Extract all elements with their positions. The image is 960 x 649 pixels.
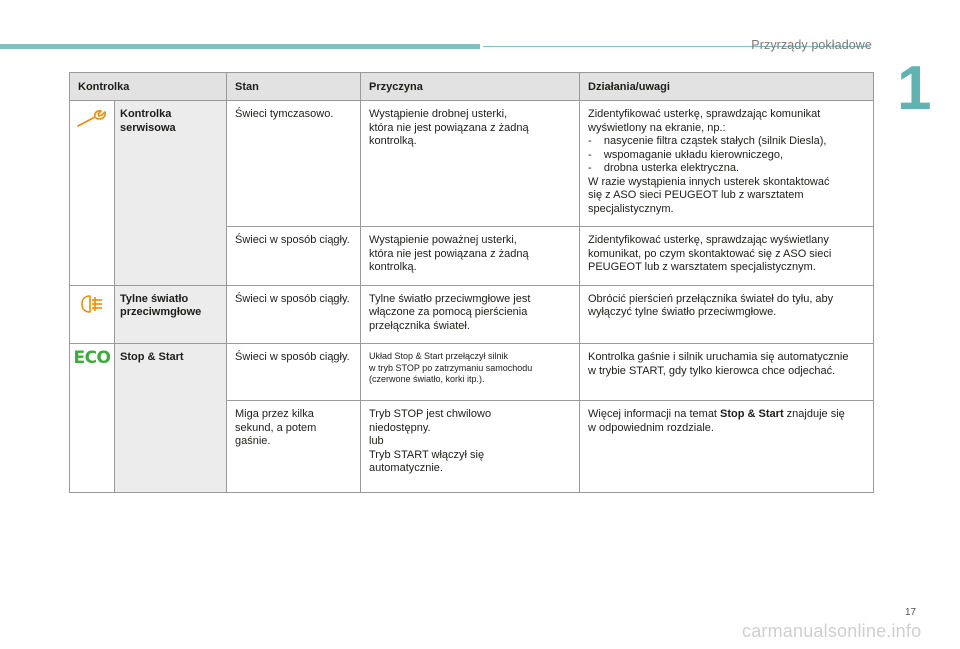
action-line: wyłączyć tylne światło przeciwmgłowe. [588,306,777,318]
action-line: w trybie START, gdy tylko kierowca chce odjechać. [588,364,836,377]
action-cell [580,344,874,401]
action-line: wyświetlony na ekranie, np.: [588,121,726,134]
header-stan: Stan [227,73,361,101]
action-line: - drobna usterka elektryczna. [588,162,740,174]
cause-cell [361,285,580,344]
eco-icon: ECO [73,348,111,368]
state-cell: Świeci w sposób ciągły. [227,227,361,286]
action-line: Obrócić pierścień przełącznika świateł do tyłu, aby [588,292,834,305]
action-cell [580,101,874,227]
page-number: 17 [905,607,917,618]
cause-line: Układ Stop & Start przełączył silnik [369,351,509,361]
indicator-table [69,72,874,493]
cause-line: kontrolką. [369,261,417,273]
table-row [70,344,874,401]
action-text: Więcej informacji na temat [588,408,721,420]
table-row [70,285,874,344]
watermark: carmanualsonline.info [742,621,922,641]
action-line: PEUGEOT lub z warsztatem specjalistycznym. [588,261,816,273]
state-cell: Świeci w sposób ciągły. [227,344,361,401]
cause-cell [361,344,580,401]
action-line [588,408,865,422]
action-line: się z ASO sieci PEUGEOT lub z warsztatem [588,189,804,201]
cause-line: która nie jest powiązana z żadną [369,121,529,134]
cause-line: (czerwone światło, korki itp.). [369,374,485,384]
action-line: w odpowiednim rozdziale. [588,421,714,434]
cause-line: Tryb STOP jest chwilowo [369,408,492,420]
action-line: - wspomaganie układu kierowniczego, [588,148,784,161]
icon-cell [70,344,115,493]
cause-line: Tylne światło przeciwmgłowe jest [369,292,531,305]
chapter-number: 1 [897,54,932,123]
cause-line: niedostępny. [369,421,431,434]
state-cell: Świeci w sposób ciągły. [227,285,361,344]
cause-line: Wystąpienie poważnej usterki, [369,234,517,246]
indicator-label: Tylne światło przeciwmgłowe [115,285,227,344]
indicator-label: Stop & Start [115,344,227,493]
state-cell: Świeci tymczasowo. [227,101,361,227]
cause-line: w tryb STOP po zatrzymaniu samochodu [369,362,533,373]
header-kontrolka: Kontrolka [70,73,227,101]
wrench-icon [76,120,108,132]
header-accent-bar [0,44,480,49]
header-dzialania: Działania/uwagi [580,73,874,101]
action-cell [580,285,874,344]
table-row [70,101,874,227]
header-przyczyna: Przyczyna [361,73,580,101]
action-line: Zidentyfikować usterkę, sprawdzając wyświetlany [588,234,829,246]
action-line: - nasycenie filtra cząstek stałych (silnik Diesla), [588,135,827,147]
cause-cell [361,101,580,227]
cause-line: automatycznie. [369,462,443,474]
action-text: znajduje się [783,408,845,420]
state-cell: Miga przez kilka sekund, a potem gaśnie. [227,401,361,493]
action-line: W razie wystąpienia innych usterek skontaktować [588,175,830,188]
rear-fog-light-icon [79,305,105,317]
action-line: specjalistycznym. [588,202,674,215]
indicator-label: Kontrolka serwisowa [115,101,227,286]
action-line: Zidentyfikować usterkę, sprawdzając komunikat [588,108,821,120]
action-line: komunikat, po czym skontaktować się z ASO sieci [588,247,832,260]
icon-cell [70,285,115,344]
action-bold-text: Stop & Start [720,408,784,420]
cause-line: kontrolką. [369,135,417,147]
cause-line: przełącznika świateł. [369,319,470,332]
cause-cell [361,227,580,286]
action-cell [580,401,874,493]
action-line: Kontrolka gaśnie i silnik uruchamia się automatycznie [588,351,849,363]
icon-cell [70,101,115,286]
cause-line: lub [369,435,384,447]
table-header-row [70,73,874,101]
cause-line: Wystąpienie drobnej usterki, [369,108,508,120]
cause-line: włączone za pomocą pierścienia [369,306,528,318]
action-cell [580,227,874,286]
cause-line: Tryb START włączył się [369,448,485,461]
cause-line: która nie jest powiązana z żadną [369,247,529,260]
section-title: Przyrządy pokładowe [751,38,872,52]
cause-cell [361,401,580,493]
